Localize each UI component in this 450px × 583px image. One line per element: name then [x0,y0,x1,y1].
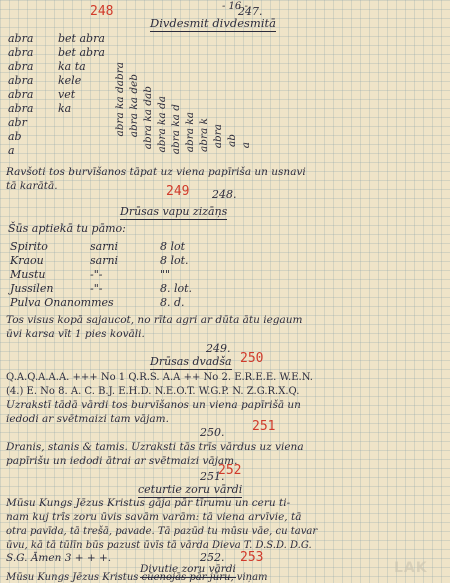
ingredient-amount: -"- [90,268,103,281]
ingredient-name: Jussilen [10,282,54,295]
ingredient-list [10,240,270,312]
charm-vertical-word: a [240,142,252,149]
charm-vertical-word: abra ka d [170,104,182,155]
paragraph-line: Mūsu Kungs Jēzus Kristus cūenojās pār jūru, viņam [6,572,268,583]
section-title: Divdesmit divdesmitā [150,16,276,30]
ingredient-name: Mustu [10,268,46,281]
page-number: - 16 - [222,1,248,12]
paragraph-line: otra pavīda, tā trešā, pavade. Tā pazūd tu mūsu vāe, cu tavar [6,526,318,537]
charm-vertical-word: abra [212,124,224,149]
charm-vertical-word: abra ka dab [142,86,154,150]
charm-word: abra [8,74,34,87]
archive-logo: LAK [394,560,428,576]
red-number: 249 [166,184,190,199]
charm-word: vet [58,88,76,101]
red-number: 251 [252,419,276,434]
instruction-line: Ravšoti tos burvīšanos tāpat uz viena papīriša un usnavi [6,166,306,178]
charm-word: abr [8,116,27,129]
section-title: Drūsas dvadša [150,355,232,368]
entry-counter: 249. [206,342,231,355]
entry-counter: 248. [212,188,237,201]
charm-word: abra [8,32,34,45]
charm-vertical-word: abra ka [184,112,196,153]
instruction-line: ūvi karsa vīt 1 pies kovāli. [6,328,145,340]
red-number: 252 [218,463,242,478]
charm-vertical-word: abra k [198,118,210,152]
ingredient-name: Pulva Onanommes [10,296,114,309]
section-title: Drūsas vapu zizāņs [120,205,228,218]
charm-word: abra [8,102,34,115]
charm-word: bet abra [58,46,105,59]
section-subtitle: Šūs aptiekā tu pāmo: [8,222,126,235]
instruction-line: papīrišu un iedodi ātrai ar svētmaizi vājam. [6,455,238,467]
charm-vertical-word: abra ka dabra [114,62,126,137]
charm-word: bet abra [58,32,105,45]
charm-word: abra [8,88,34,101]
charm-word: ka [58,102,72,115]
ingredient-qty: 8 lot [160,240,186,253]
paragraph-line: Mūsu Kungs Jēzus Kristus gāja pār tīrumu un ceru ti- [6,497,291,509]
entry-counter: 252. [200,551,225,564]
charm-word: ab [8,130,22,143]
charm-word: ka ta [58,60,86,73]
entry-counter: 250. [200,426,225,439]
ingredient-qty: 8. lot. [160,282,193,295]
ingredient-name: Kraou [10,254,44,267]
instruction-line: iedodi ar svētmaizi tam vājam. [6,413,169,425]
instruction-line: tā karātā. [6,180,58,192]
paragraph-line: S.G. Āmen 3 + + +. [6,552,112,564]
charm-word: abra [8,60,34,73]
red-number: 250 [240,351,264,366]
red-number: 248 [90,4,114,19]
instruction-line: Uzrakstī tādā vārdi tos burvīšanos un viena papīrišā un [6,399,301,411]
ingredient-amount: -"- [90,282,103,295]
instruction-line: Dranis, stanis & tamis. Uzraksti tās trīs vārdus uz viena [6,441,304,453]
ingredient-amount: sarni [90,240,119,253]
ingredient-name: Spirito [10,240,48,253]
charm-vertical-word: abra ka da [156,96,168,153]
paragraph-line: ūvu, kā tā tūlīn būs pazust ūvīs tā vārda Dieva T. D.S.D. D.G. [6,540,312,551]
paragraph-line: nam kuj trīs zoru ūvis savām varām: tā viena arvīvie, tā [6,511,302,523]
section-title: ceturtie zoru vārdi [138,483,243,496]
entry-counter: 247. [238,5,263,18]
charm-vertical-word: ab [226,134,238,147]
code-line: (4.) E. No 8. A. C. B.J. E.H.D. N.E.O.T. W.G.P. N. Z.G.R.X.Q. [6,386,300,397]
code-line: Q.A.Q.A.A.A. +++ No 1 Q.R.S. A.A ++ No 2. E.R.E.E. W.E.N. [6,372,313,383]
charm-vertical-word: abra ka deb [128,74,140,138]
charm-word: kele [58,74,82,87]
section-title: Divutie zoru vārdi [140,563,236,578]
charm-word: a [8,144,15,157]
instruction-line: Tos visus kopā sajaucot, no rīta agri ar dūta ātu iegaum [6,314,303,326]
charm-word: abra [8,46,34,59]
ingredient-qty: 8 lot. [160,254,189,267]
red-number: 253 [240,550,264,565]
ingredient-qty: 8. d. [160,296,185,309]
entry-counter: 251. [200,470,225,483]
ingredient-qty: "" [160,268,171,281]
ingredient-amount: sarni [90,254,119,267]
